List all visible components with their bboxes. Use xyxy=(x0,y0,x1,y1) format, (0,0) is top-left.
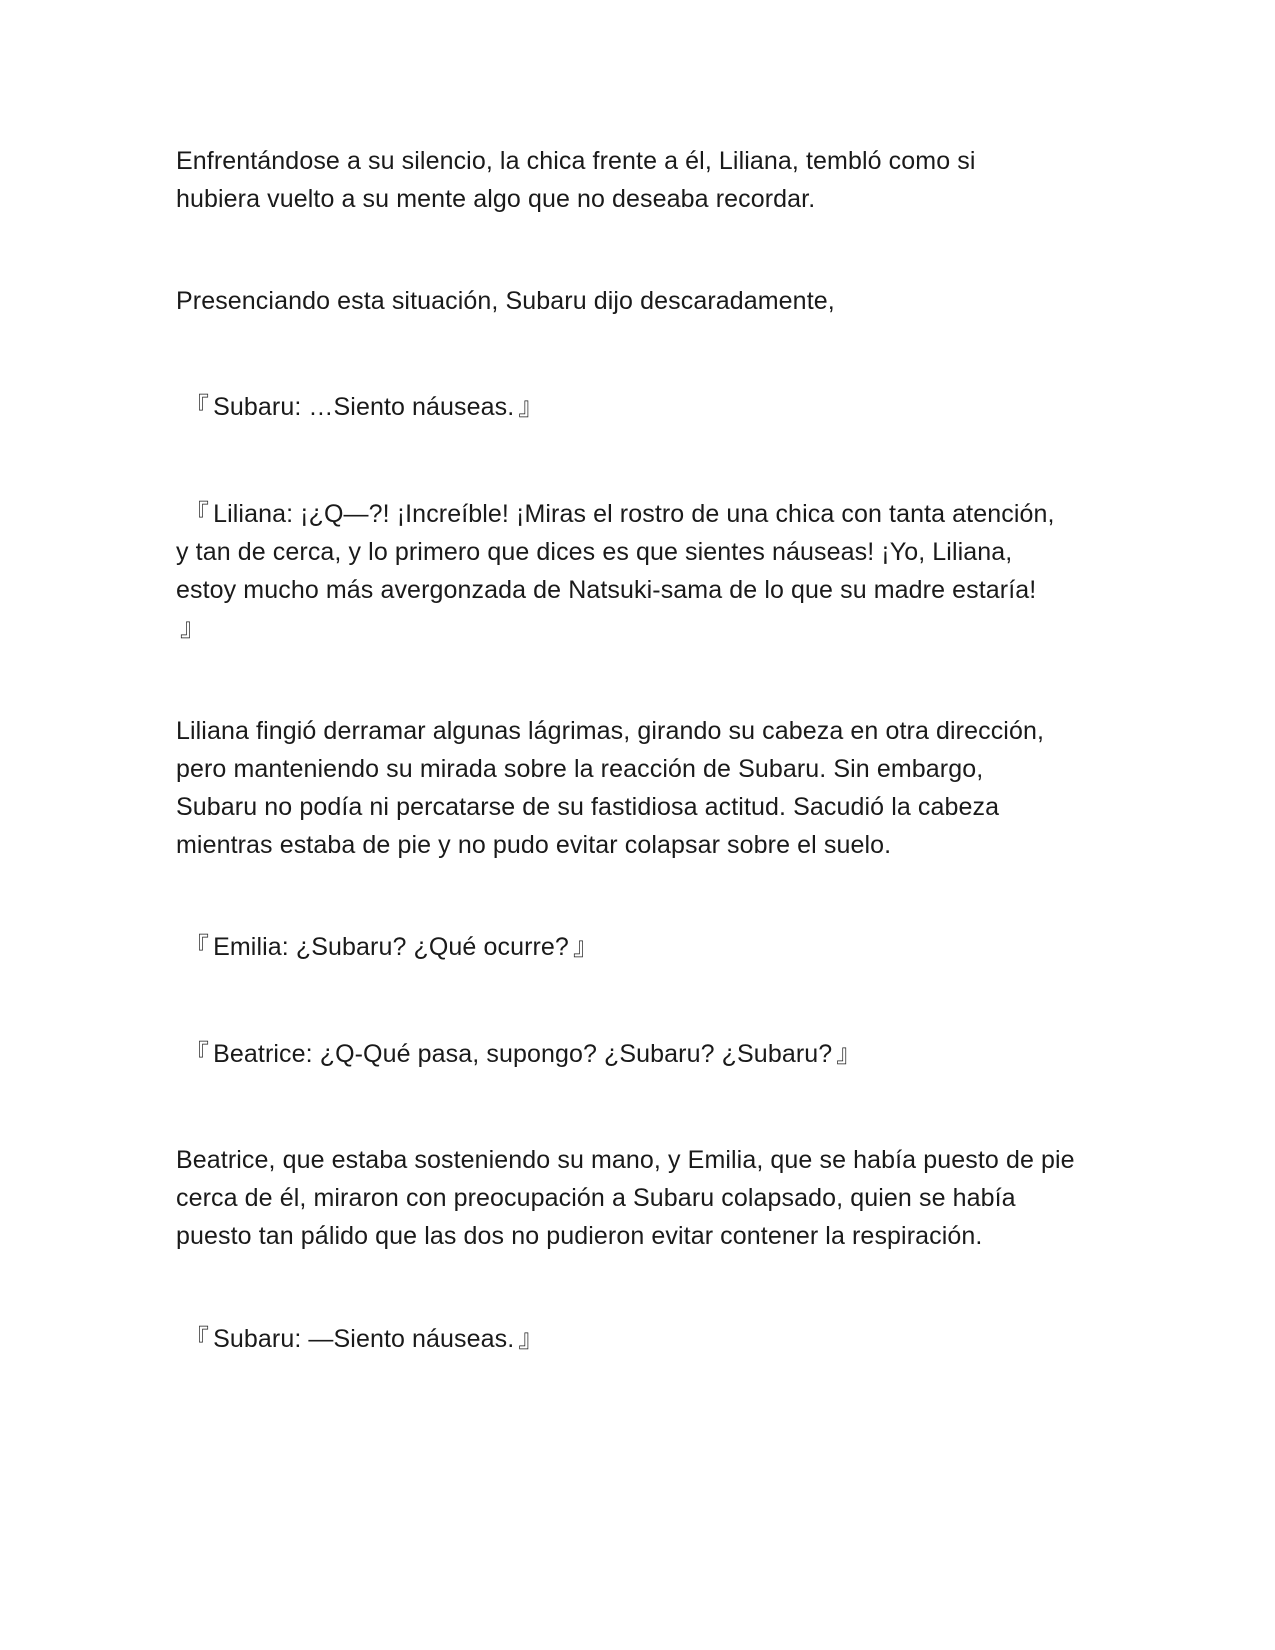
dialog-text: Beatrice: ¿Q-Qué pasa, supongo? ¿Subaru? ¿Subaru? xyxy=(213,1040,833,1068)
paragraph-text: Enfrentándose a su silencio, la chica frente a él, Liliana, tembló como si hubiera vuelto a su mente algo que no deseaba recordar. xyxy=(176,147,976,213)
paragraph-text: Liliana fingió derramar algunas lágrimas, girando su cabeza en otra dirección, pero manteniendo su mirada sobre la reacción de Subaru. Sin embargo, Subaru no podía ni percatarse de su fastidiosa actitud. Sacudió la cabeza mientras estaba de pie y no pudo evitar colapsar sobre el suelo. xyxy=(176,717,1045,859)
dialog-close-bracket: 』 xyxy=(518,393,544,421)
dialog-text: Subaru: …Siento náuseas. xyxy=(213,393,515,421)
dialog-text: Liliana: ¡¿Q—?! ¡Increíble! ¡Miras el rostro de una chica con tanta atención, y tan de cerca, y lo primero que dices es que sientes náuseas! ¡Yo, Liliana, estoy mucho más avergonzada de Natsuki-sama de lo que su madre estaría! xyxy=(176,500,1055,604)
dialog-open-bracket: 『 xyxy=(184,1040,210,1068)
paragraph-narration-1 xyxy=(176,142,1036,218)
paragraph-narration-2 xyxy=(176,282,1106,320)
dialog-close-bracket: 』 xyxy=(518,1325,544,1353)
dialog-open-bracket: 『 xyxy=(184,393,210,421)
paragraph-narration-3 xyxy=(176,712,1066,864)
dialog-subaru-1 xyxy=(176,388,1106,426)
paragraph-text: Beatrice, que estaba sosteniendo su mano, y Emilia, que se había puesto de pie cerca de él, miraron con preocupación a Subaru colapsado, quien se había puesto tan pálido que las dos no pudieron evitar contener la respiración. xyxy=(176,1146,1075,1250)
paragraph-narration-4 xyxy=(176,1141,1086,1255)
dialog-beatrice xyxy=(176,1035,1106,1073)
dialog-emilia xyxy=(176,928,1106,966)
dialog-text: Emilia: ¿Subaru? ¿Qué ocurre? xyxy=(213,933,569,961)
dialog-liliana xyxy=(176,495,1056,647)
dialog-open-bracket: 『 xyxy=(184,1325,210,1353)
dialog-close-bracket: 』 xyxy=(180,614,206,642)
dialog-close-bracket: 』 xyxy=(836,1040,862,1068)
dialog-close-bracket: 』 xyxy=(572,933,599,961)
dialog-subaru-2 xyxy=(176,1320,1106,1358)
dialog-open-bracket: 『 xyxy=(184,933,210,961)
paragraph-text: Presenciando esta situación, Subaru dijo descaradamente, xyxy=(176,287,835,315)
dialog-text: Subaru: —Siento náuseas. xyxy=(213,1325,515,1353)
dialog-open-bracket: 『 xyxy=(184,500,210,528)
